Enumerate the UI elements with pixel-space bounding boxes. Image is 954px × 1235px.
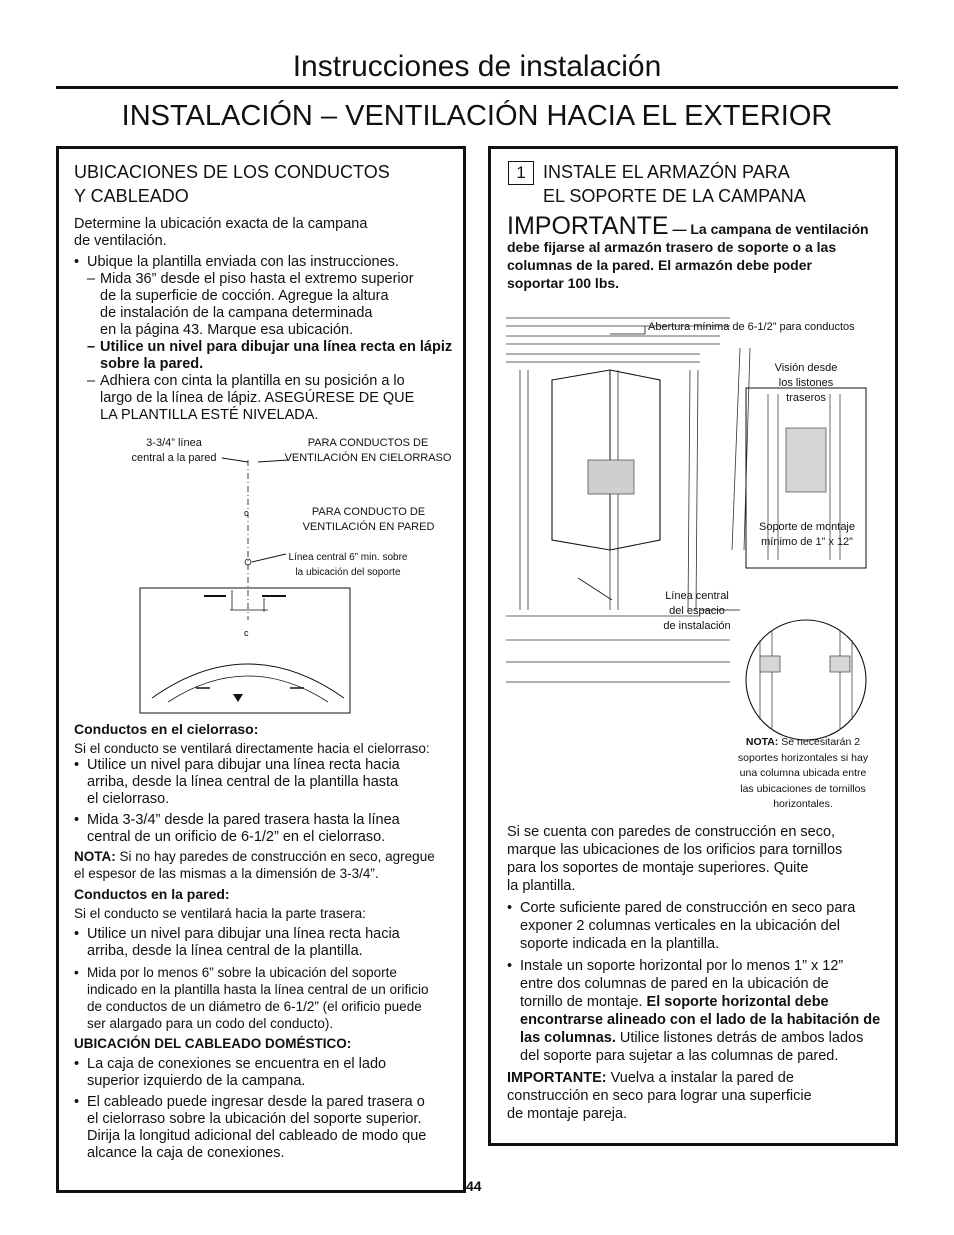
- diagram-label-centerline: 3-3/4” línea central a la pared: [131, 437, 217, 464]
- diagram-label-opening: Abertura mínima de 6-1/2” para conductos: [648, 321, 855, 333]
- template-diagram: [130, 440, 460, 720]
- diagram-label-ceiling-duct: PARA CONDUCTOS DE VENTILACIÓN EN CIELORRASO: [284, 437, 452, 464]
- page-number: 44: [466, 1178, 482, 1194]
- wiring-heading: UBICACIÓN DEL CABLEADO DOMÉSTICO:: [74, 1036, 352, 1051]
- wall-ducts-heading: Conductos en la pared:: [74, 886, 230, 902]
- svg-text:c: c: [244, 508, 249, 518]
- bullet-item: • La caja de conexiones se encuentra en el lado superior izquierdo de la campana.: [74, 1056, 387, 1089]
- right-panel-title: INSTALE EL ARMAZÓN PARA EL SOPORTE DE LA CAMPANA: [543, 162, 806, 206]
- bullet-item: • Utilice un nivel para dibujar una línea recta hacia arriba, desde la línea central de la plantilla.: [74, 926, 400, 959]
- diagram-label-vision: Visión desde los listones traseros: [774, 362, 838, 404]
- important-note: IMPORTANTE: Vuelva a instalar la pared de construcción en seco para lograr una superficie de montaje pareja.: [507, 1070, 812, 1122]
- ceiling-note: NOTA: Si no hay paredes de construcción en seco, agregue el espesor de las mismas a la dimensión de 3-3/4”.: [74, 849, 435, 881]
- diagram-note: NOTA: Se necesitarán 2 soportes horizontales si hay una columna ubicada entre las ubicaciones de tornillos horizontales.: [737, 736, 869, 810]
- bullet-item: • Mida por lo menos 6” sobre la ubicación del soporte indicado en la plantilla hasta la línea central de un orificio de conductos de un diámetro de 6-1/2” (el orificio puede ser alargado para un codo del conducto).: [74, 965, 429, 1031]
- svg-text:c: c: [244, 628, 249, 638]
- page-title: Instrucciones de instalación: [292, 50, 662, 83]
- bullet-item: • Utilice un nivel para dibujar una línea recta hacia arriba, desde la línea central de la plantilla hasta el cielorraso.: [74, 757, 400, 807]
- intro-line: Determine la ubicación exacta de la campana: [74, 216, 368, 232]
- bullet-item: • Instale un soporte horizontal por lo menos 1” x 12” entre dos columnas de pared en la ubicación de tornillo de montaje. El soporte horizontal debe encontrarse alineado con el lado de la habitación de las columnas. Utilice listones detrás de ambos lados del soporte para sujetar a las columnas de pared.: [507, 958, 881, 1064]
- important-warning: IMPORTANTE — La campana de ventilación debe fijarse al armazón trasero de soporte o a las columnas de la pared. El armazón debe poder soportar 100 lbs.: [507, 212, 869, 291]
- section-title: INSTALACIÓN – VENTILACIÓN HACIA EL EXTERIOR: [121, 100, 833, 132]
- bullet-item: • Corte suficiente pared de construcción en seco para exponer 2 columnas verticales en la ubicación del soporte indicada en la plantilla.: [507, 900, 856, 952]
- diagram-label-centerline: Línea central del espacio de instalación: [663, 590, 731, 632]
- left-instructions: [74, 216, 459, 424]
- bullet-item: • Ubique la plantilla enviada con las instrucciones.: [74, 254, 399, 270]
- ceiling-ducts-heading: Conductos en el cielorraso:: [74, 721, 259, 737]
- framing-diagram: [500, 310, 890, 750]
- bullet-item: • Mida 3-3/4” desde la pared trasera hasta la línea central de un orificio de 6-1/2” en el cielorraso.: [74, 812, 400, 845]
- dash-item-bold: – Utilice un nivel para dibujar una línea recta en lápiz sobre la pared.: [87, 339, 453, 372]
- right-instructions: Si se cuenta con paredes de construcción en seco, marque las ubicaciones de los orificios para tornillos para los soportes de montaje superiores. Quite la plantilla. • Corte suficiente pared de construcción en seco para exponer 2 columnas verticales en la ubicación del soporte indicada en la plantilla. • Instale un soporte horizontal por lo menos 1” x 12” entre dos columnas de pared en la ubicación de tornillo de montaje. El soporte horizontal debe encontrarse alineado con el lado de la habitación de las columnas. Utilice listones detrás de ambos lados del soporte para sujetar a las columnas de pared. IMPORTANTE: Vuelva a instalar la pared de construcción en seco para lograr una superficie de montaje pareja.: [507, 823, 892, 1123]
- title-rule: [56, 86, 898, 89]
- dash-item: – Adhiera con cinta la plantilla en su posición a lo largo de la línea de lápiz. ASEGÚRESE DE QUE LA PLANTILLA ESTÉ NIVELADA.: [87, 373, 415, 423]
- ducts-instructions: Conductos en el cielorraso: Si el conducto se ventilará directamente hacia el cielorraso: • Utilice un nivel para dibujar una línea recta hacia arriba, desde la línea central de la plantilla hasta el cielorraso. • Mida 3-3/4” desde la pared trasera hasta la línea central de un orificio de 6-1/2” en el cielorraso. NOTA: Si no hay paredes de construcción en seco, agregue el espesor de las mismas a la dimensión de 3-3/4”. Conductos en la pared: Si el conducto se ventilará hacia la parte trasera: • Utilice un nivel para dibujar una línea recta hacia arriba, desde la línea central de la plantilla. • Mida por lo menos 6” sobre la ubicación del soporte indicado en la plantilla hasta la línea central de un orificio de conductos de un diámetro de 6-1/2” (el orificio puede ser alargado para un codo del conducto). UBICACIÓN DEL CABLEADO DOMÉSTICO: • La caja de conexiones se encuentra en el lado superior izquierdo de la campana. • El cableado puede ingresar desde la pared trasera o el cielorraso sobre la ubicación del soporte superior. Dirija la longitud adicional del cableado de modo que alcance la caja de conexiones.: [74, 721, 464, 1162]
- dash-item: – Mida 36” desde el piso hasta el extremo superior de la superficie de cocción. Agregue la altura de instalación de la campana determinada en la página 43. Marque esa ubicación.: [87, 271, 414, 338]
- left-panel-title: UBICACIONES DE LOS CONDUCTOS Y CABLEADO: [74, 162, 390, 206]
- diagram-label-wall-duct: PARA CONDUCTO DE VENTILACIÓN EN PARED: [302, 506, 435, 533]
- step-number-box: 1: [508, 161, 534, 185]
- intro-line: de ventilación.: [74, 233, 167, 249]
- diagram-label-support: Soporte de montaje mínimo de 1” x 12”: [758, 521, 855, 548]
- diagram-label-centerline-6: Línea central 6” min. sobre la ubicación del soporte: [288, 552, 408, 578]
- bullet-item: • El cableado puede ingresar desde la pared trasera o el cielorraso sobre la ubicación del soporte superior. Dirija la longitud adicional del cableado de modo que alcance la caja de conexiones.: [74, 1094, 427, 1161]
